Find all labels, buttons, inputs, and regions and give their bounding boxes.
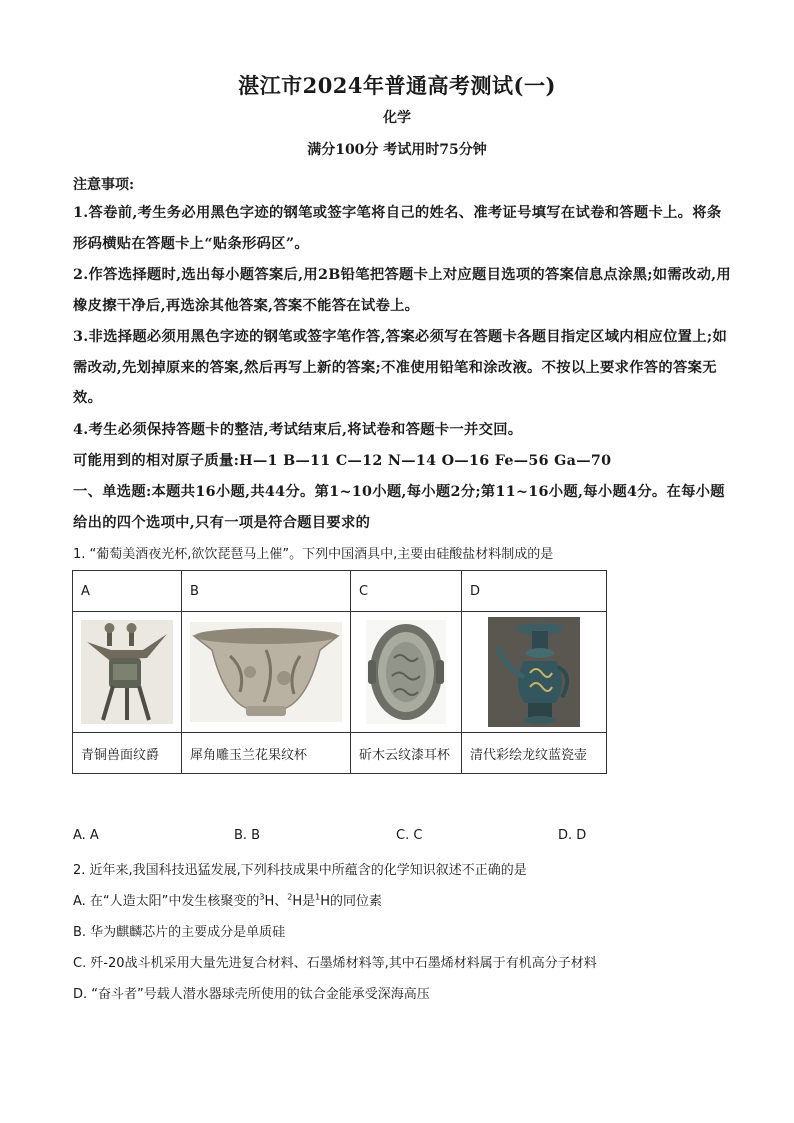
bronze-jue-icon <box>73 612 182 733</box>
q1-option-a[interactable]: A. A <box>73 828 99 843</box>
col-label-a: 青铜兽面纹爵 <box>73 733 182 774</box>
question-2-stem: 2. 近年来,我国科技迅猛发展,下列科技成果中所蕴含的化学知识叙述不正确的是 <box>73 863 527 878</box>
col-letter-b: B <box>182 571 351 612</box>
notes-heading: 注意事项: <box>73 177 135 193</box>
section-1-heading: 一、单选题:本题共16小题,共44分。第1~10小题,每小题2分;第11~16小题,每小题4分。在每小题给出的四个选项中,只有一项是符合题目要求的 <box>73 484 725 531</box>
col-letter-a: A <box>73 571 182 612</box>
col-label-b: 犀角雕玉兰花果纹杯 <box>182 733 351 774</box>
q2-option-c[interactable]: C. 歼-20战斗机采用大量先进复合材料、石墨烯材料等,其中石墨烯材料属于有机高分子材料 <box>73 956 597 971</box>
note-item-4: 4.考生必须保持答题卡的整洁,考试结束后,将试卷和答题卡一并交回。 <box>73 422 523 438</box>
note-item-2: 2.作答选择题时,选出每小题答案后,用2B铅笔把答题卡上对应题目选项的答案信息点涂黑;如需改动,用橡皮擦干净后,再选涂其他答案,答案不能答在试卷上。 <box>73 267 732 314</box>
question-1-stem: 1. “葡萄美酒夜光杯,欲饮琵琶马上催”。下列中国酒具中,主要由硅酸盐材料制成的是 <box>73 547 554 562</box>
col-label-c: 斫木云纹漆耳杯 <box>351 733 462 774</box>
lacquer-ear-cup-icon <box>351 612 462 733</box>
rhino-horn-cup-icon <box>182 612 351 733</box>
exam-subject: 化学 <box>383 110 411 126</box>
superscript-2: 2 <box>287 892 293 902</box>
porcelain-ewer-icon <box>462 612 607 733</box>
q2-option-a-pre: A. 在“人造太阳”中发生核聚变的 <box>73 894 260 909</box>
question-1-table <box>72 570 607 774</box>
superscript-1: 1 <box>315 892 321 902</box>
q2-option-a-mid1: H、 <box>264 894 288 909</box>
exam-meta: 满分100分 考试用时75分钟 <box>307 142 487 158</box>
col-label-d: 清代彩绘龙纹蓝瓷壶 <box>462 733 607 774</box>
q2-option-b[interactable]: B. 华为麒麟芯片的主要成分是单质硅 <box>73 925 286 940</box>
col-letter-d: D <box>462 571 607 612</box>
q2-option-a-post: H的同位素 <box>320 894 383 909</box>
q1-option-d[interactable]: D. D <box>558 828 587 843</box>
exam-title: 湛江市2024年普通高考测试(一) <box>238 73 556 98</box>
col-letter-c: C <box>351 571 462 612</box>
atomic-masses: 可能用到的相对原子质量:H—1 B—11 C—12 N—14 O—16 Fe—56 Ga—70 <box>73 453 612 469</box>
superscript-3: 3 <box>259 892 265 902</box>
q2-option-a[interactable] <box>73 892 733 912</box>
q2-option-d[interactable]: D. “奋斗者”号载人潜水器球壳所使用的钛合金能承受深海高压 <box>73 987 430 1002</box>
note-item-1: 1.答卷前,考生务必用黑色字迹的钢笔或签字笔将自己的姓名、准考证号填写在试卷和答题卡上。将条形码横贴在答题卡上“贴条形码区”。 <box>73 205 722 252</box>
q1-option-b[interactable]: B. B <box>234 828 261 843</box>
note-item-3: 3.非选择题必须用黑色字迹的钢笔或签字笔作答,答案必须写在答题卡各题目指定区域内相应位置上;如需改动,先划掉原来的答案,然后再写上新的答案;不准使用铅笔和涂改液。不按以上要求作答的答案无效。 <box>73 329 728 406</box>
q2-option-a-mid2: H是 <box>292 894 316 909</box>
q1-option-c[interactable]: C. C <box>396 828 423 843</box>
